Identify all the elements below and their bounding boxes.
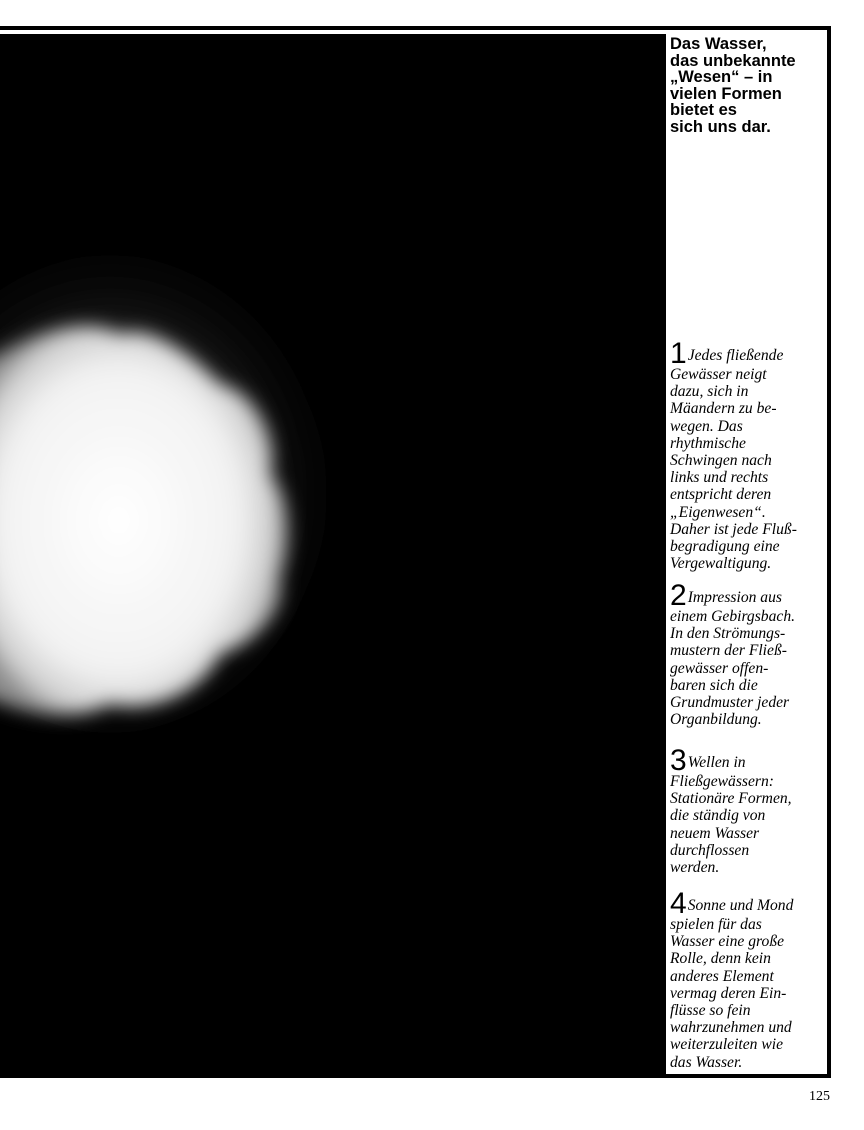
caption-line: die ständig von: [670, 807, 766, 825]
caption-line: wegen. Das: [670, 417, 743, 435]
caption-line: wahrzunehmen und: [670, 1019, 792, 1037]
caption-line: gewässer offen-: [670, 659, 769, 677]
caption-line: mustern der Fließ-: [670, 642, 787, 660]
caption-line: Fließgewässern:: [670, 773, 774, 790]
caption-line: Organbildung.: [670, 711, 762, 729]
caption-line: 2Impression aus: [670, 579, 782, 612]
caption-line: Wasser eine große: [670, 933, 785, 951]
headline-line: vielen Formen: [670, 84, 782, 103]
caption-line: rhythmische: [670, 434, 746, 452]
headline-line: sich uns dar.: [670, 117, 771, 136]
caption-line: Gewässer neigt: [670, 366, 767, 383]
frame-right-rule: [827, 26, 831, 1078]
moon-photograph: [0, 34, 666, 1074]
caption-number: 2: [670, 579, 687, 612]
caption-line: 1Jedes fließende: [670, 337, 784, 370]
frame-top-rule: [0, 26, 831, 30]
frame-bottom-rule: [0, 1074, 831, 1078]
caption-line: weiterzuleiten wie: [670, 1036, 784, 1054]
caption-line: neuem Wasser: [670, 824, 760, 842]
caption-line: anderes Element: [670, 967, 774, 985]
page-number: 125: [809, 1089, 830, 1104]
caption-line: entspricht deren: [670, 486, 772, 504]
caption-line: 3Wellen in: [670, 744, 746, 777]
caption-line: vermag deren Ein-: [670, 984, 787, 1002]
caption-line: das Wasser.: [670, 1053, 743, 1071]
caption-number: 4: [670, 887, 687, 920]
caption-number: 3: [670, 744, 687, 777]
caption-line: durchflossen: [670, 841, 750, 859]
caption-line: Stationäre Formen,: [670, 790, 792, 808]
caption-line: Rolle, denn kein: [670, 950, 771, 968]
caption-line: links und rechts: [670, 469, 769, 487]
caption-line: begradigung eine: [670, 538, 780, 556]
caption-1: [670, 337, 822, 573]
caption-line: baren sich die: [670, 676, 758, 694]
caption-line: einem Gebirgsbach.: [670, 608, 796, 625]
caption-line: In den Strömungs-: [670, 625, 786, 643]
caption-4: [670, 887, 822, 1071]
caption-line: Schwingen nach: [670, 452, 772, 470]
caption-line: spielen für das: [670, 916, 762, 933]
caption-line: dazu, sich in: [670, 383, 749, 401]
headline-line: das unbekannte: [670, 51, 796, 70]
headline-line: „Wesen“ – in: [670, 68, 773, 86]
caption-line: „Eigenwesen“.: [670, 503, 766, 521]
headline-line: bietet es: [670, 101, 737, 119]
caption-number: 1: [670, 337, 687, 370]
caption-line: werden.: [670, 859, 720, 877]
headline: [670, 36, 822, 135]
caption-line: Grundmuster jeder: [670, 694, 790, 712]
caption-line: flüsse so fein: [670, 1002, 751, 1020]
caption-line: Mäandern zu be-: [670, 400, 777, 418]
caption-2: [670, 579, 822, 729]
headline-line: Das Wasser,: [670, 35, 767, 53]
caption-3: [670, 744, 822, 877]
moon-glow-image: [0, 34, 666, 1074]
caption-line: Vergewaltigung.: [670, 555, 772, 573]
caption-line: Daher ist jede Fluß-: [670, 520, 797, 538]
caption-line: 4Sonne und Mond: [670, 887, 794, 920]
